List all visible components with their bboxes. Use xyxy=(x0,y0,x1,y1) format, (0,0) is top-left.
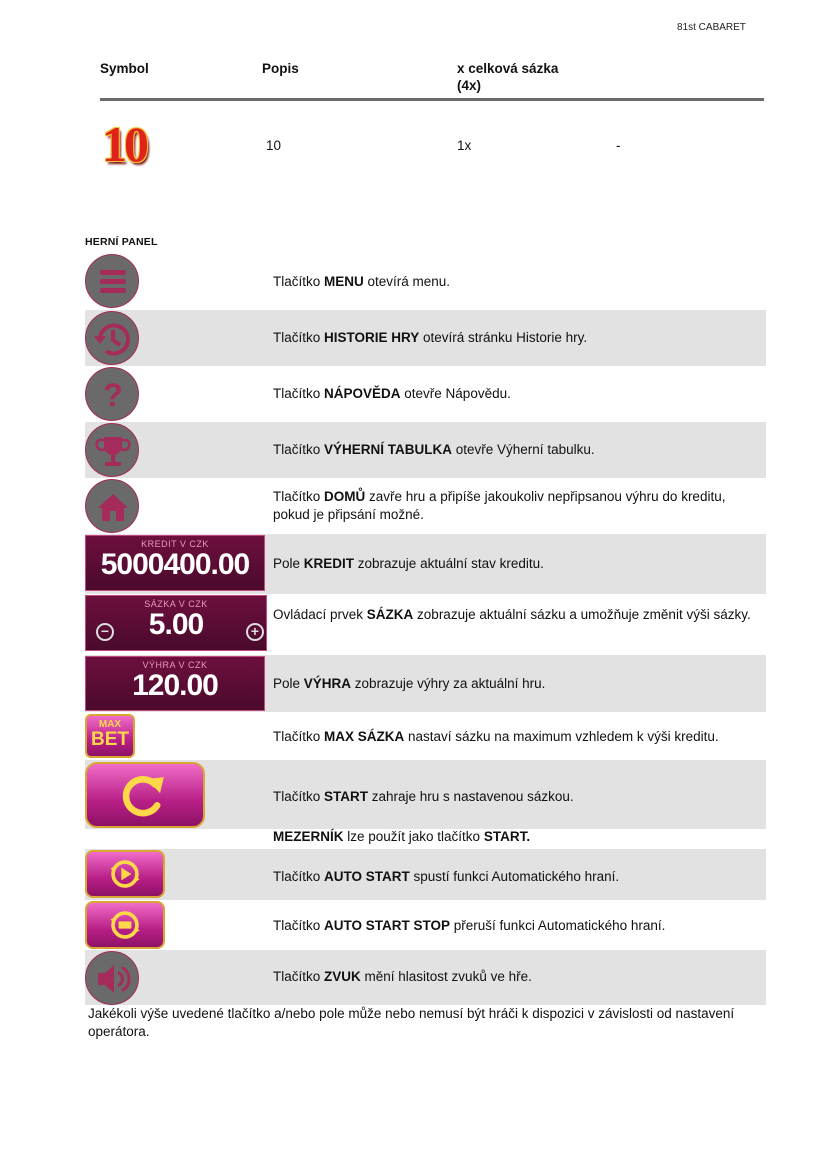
home-icon[interactable] xyxy=(85,479,139,533)
help-icon[interactable] xyxy=(85,367,139,421)
row-description: Tlačítko MAX SÁZKA nastaví sázku na maximum vzhledem k výši kreditu. xyxy=(273,729,719,744)
symbol-extra: - xyxy=(616,138,621,153)
symbol-multiplier: 1x xyxy=(457,138,472,153)
panel-row-max-bet xyxy=(85,712,766,760)
panel-row-start xyxy=(85,760,766,829)
panel-row-win xyxy=(85,655,766,712)
column-symbol: Symbol xyxy=(100,61,149,76)
column-multiplier: x celková sázka (4x) xyxy=(457,61,559,93)
panel-row-autostart-stop xyxy=(85,900,766,950)
row-description: Tlačítko DOMŮ zavře hru a připíše jakoukoliv nepřipsanou výhru do kreditu, pokud je připsání možné. xyxy=(273,489,726,522)
bet-decrease-button[interactable]: − xyxy=(96,623,114,641)
symbol-description: 10 xyxy=(266,138,282,153)
row-description: Tlačítko AUTO START STOP přeruší funkci Automatického hraní. xyxy=(273,918,666,933)
footer-note: Jakékoli výše uvedené tlačítko a/nebo pole může nebo nemusí být hráči k dispozici v závislosti od nastavení operátora. xyxy=(88,1006,735,1039)
section-title: HERNÍ PANEL xyxy=(85,236,158,248)
symbol-10-icon: 10 xyxy=(102,116,146,172)
panel-row-bet xyxy=(85,594,766,655)
credit-field: KREDIT V CZK 5000400.00 xyxy=(85,535,265,591)
row-description: Ovládací prvek SÁZKA zobrazuje aktuální sázku a umožňuje změnit výši sázky. xyxy=(273,607,751,622)
panel-row-paytable xyxy=(85,422,766,478)
row-description: Pole KREDIT zobrazuje aktuální stav kreditu. xyxy=(273,556,544,571)
row-description: Pole VÝHRA zobrazuje výhry za aktuální hru. xyxy=(273,676,546,691)
row-description: Tlačítko ZVUK mění hlasitost zvuků ve hře. xyxy=(273,969,532,984)
row-description: Tlačítko NÁPOVĚDA otevře Nápovědu. xyxy=(273,386,511,401)
panel-row-home xyxy=(85,478,766,534)
win-field: VÝHRA V CZK 120.00 xyxy=(85,656,265,711)
sound-icon[interactable] xyxy=(85,951,139,1005)
row-description: Tlačítko MENU otevírá menu. xyxy=(273,274,451,289)
paytable-row xyxy=(100,118,764,174)
panel-row-credit xyxy=(85,534,766,594)
panel-row-menu xyxy=(85,253,766,310)
history-icon[interactable] xyxy=(85,311,139,365)
paytable-header xyxy=(100,60,764,101)
panel-row-help xyxy=(85,366,766,422)
menu-icon[interactable] xyxy=(85,254,139,308)
panel-row-sound xyxy=(85,950,766,1005)
row-description: Tlačítko HISTORIE HRY otevírá stránku Historie hry. xyxy=(273,330,588,345)
autostart-icon[interactable] xyxy=(85,850,165,898)
row-description: Tlačítko START zahraje hru s nastavenou sázkou. xyxy=(273,789,574,804)
row-description: Tlačítko VÝHERNÍ TABULKA otevře Výherní tabulku. xyxy=(273,442,595,457)
bet-field[interactable]: SÁZKA V CZK 5.00 − + xyxy=(85,595,267,651)
panel-row-autostart xyxy=(85,849,766,900)
row-description: Tlačítko AUTO START spustí funkci Automatického hraní. xyxy=(273,869,620,884)
autostart-stop-icon[interactable] xyxy=(85,901,165,949)
column-popis: Popis xyxy=(262,61,299,76)
max-bet-icon[interactable]: MAX BET xyxy=(85,714,135,758)
game-title: 81st CABARET xyxy=(677,22,746,33)
bet-increase-button[interactable]: + xyxy=(246,623,264,641)
trophy-icon[interactable] xyxy=(85,423,139,477)
spacebar-note: MEZERNÍK lze použít jako tlačítko START. xyxy=(273,829,531,844)
start-icon[interactable] xyxy=(85,762,205,828)
svg-text:?: ? xyxy=(103,377,123,413)
panel-row-history xyxy=(85,310,766,366)
